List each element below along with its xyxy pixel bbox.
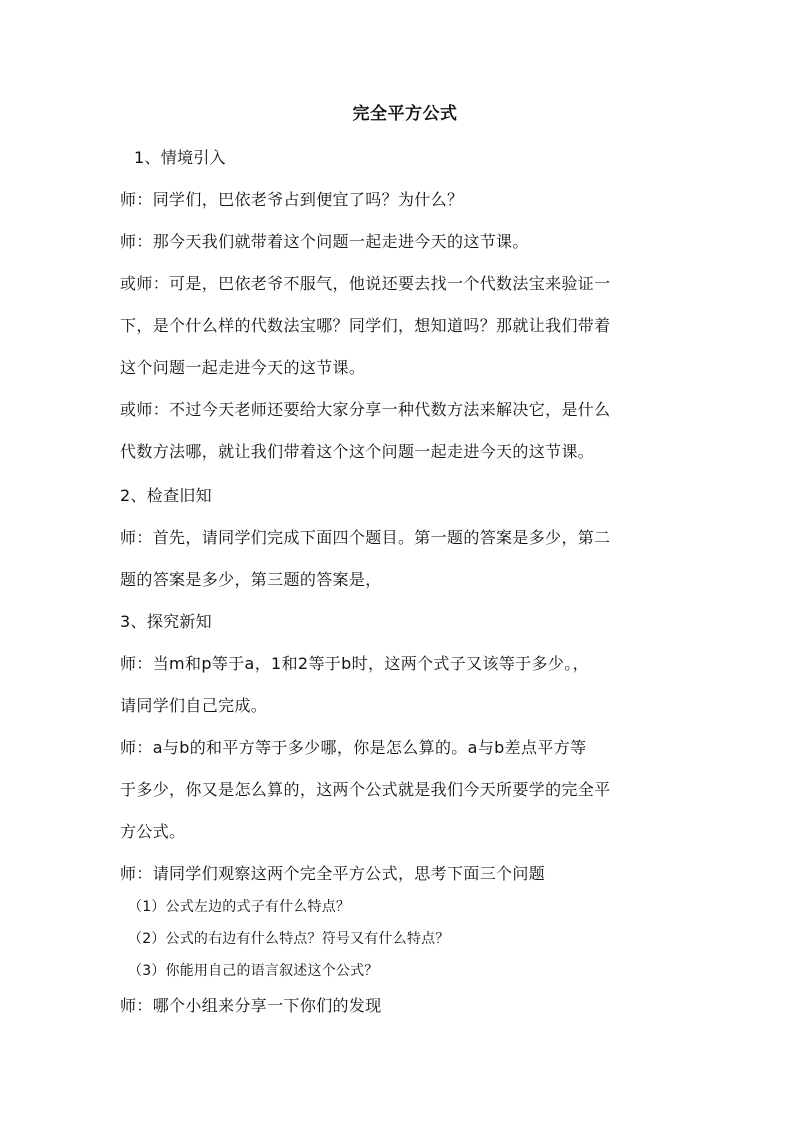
paragraph-line: 于多少，你又是怎么算的，这两个公式就是我们今天所要学的完全平 xyxy=(120,780,611,799)
section-heading-1: 1、情境引入 xyxy=(134,148,226,167)
paragraph-line: 题的答案是多少，第三题的答案是， xyxy=(120,570,382,589)
section-heading-2: 2、检查旧知 xyxy=(120,486,212,505)
paragraph-line: 方公式。 xyxy=(120,822,186,841)
question-item: （2）公式的右边有什么特点？符号又有什么特点？ xyxy=(128,931,450,947)
paragraph-line: 师：首先，请同学们完成下面四个题目。第一题的答案是多少，第二 xyxy=(120,528,611,547)
paragraph-line: 请同学们自己完成。 xyxy=(120,696,268,715)
question-item: （1）公式左边的式子有什么特点？ xyxy=(128,899,351,915)
paragraph-line: 代数方法哪，就让我们带着这个这个问题一起走进今天的这节课。 xyxy=(120,442,595,461)
paragraph-line: 这个问题一起走进今天的这节课。 xyxy=(120,358,366,377)
question-item: （3）你能用自己的语言叙述这个公式？ xyxy=(128,963,379,979)
paragraph-line: 师：请同学们观察这两个完全平方公式，思考下面三个问题 xyxy=(120,864,546,883)
paragraph-line: 师：当m和p等于a，1和2等于b时，这两个式子又该等于多少。， xyxy=(120,654,589,673)
paragraph-line: 师：那今天我们就带着这个问题一起走进今天的这节课。 xyxy=(120,232,529,251)
page-title: 完全平方公式 xyxy=(352,104,458,124)
paragraph-line: 师：a与b的和平方等于多少哪，你是怎么算的。a与b差点平方等 xyxy=(120,738,587,757)
paragraph-line: 师：同学们，巴依老爷占到便宜了吗？为什么？ xyxy=(120,190,464,209)
section-heading-3: 3、探究新知 xyxy=(120,612,212,631)
paragraph-line: 师：哪个小组来分享一下你们的发现 xyxy=(120,996,382,1015)
paragraph-line: 或师：不过今天老师还要给大家分享一种代数方法来解决它，是什么 xyxy=(120,400,611,419)
paragraph-line: 下，是个什么样的代数法宝哪？同学们，想知道吗？那就让我们带着 xyxy=(120,316,611,335)
paragraph-line: 或师：可是，巴依老爷不服气，他说还要去找一个代数法宝来验证一 xyxy=(120,274,611,293)
